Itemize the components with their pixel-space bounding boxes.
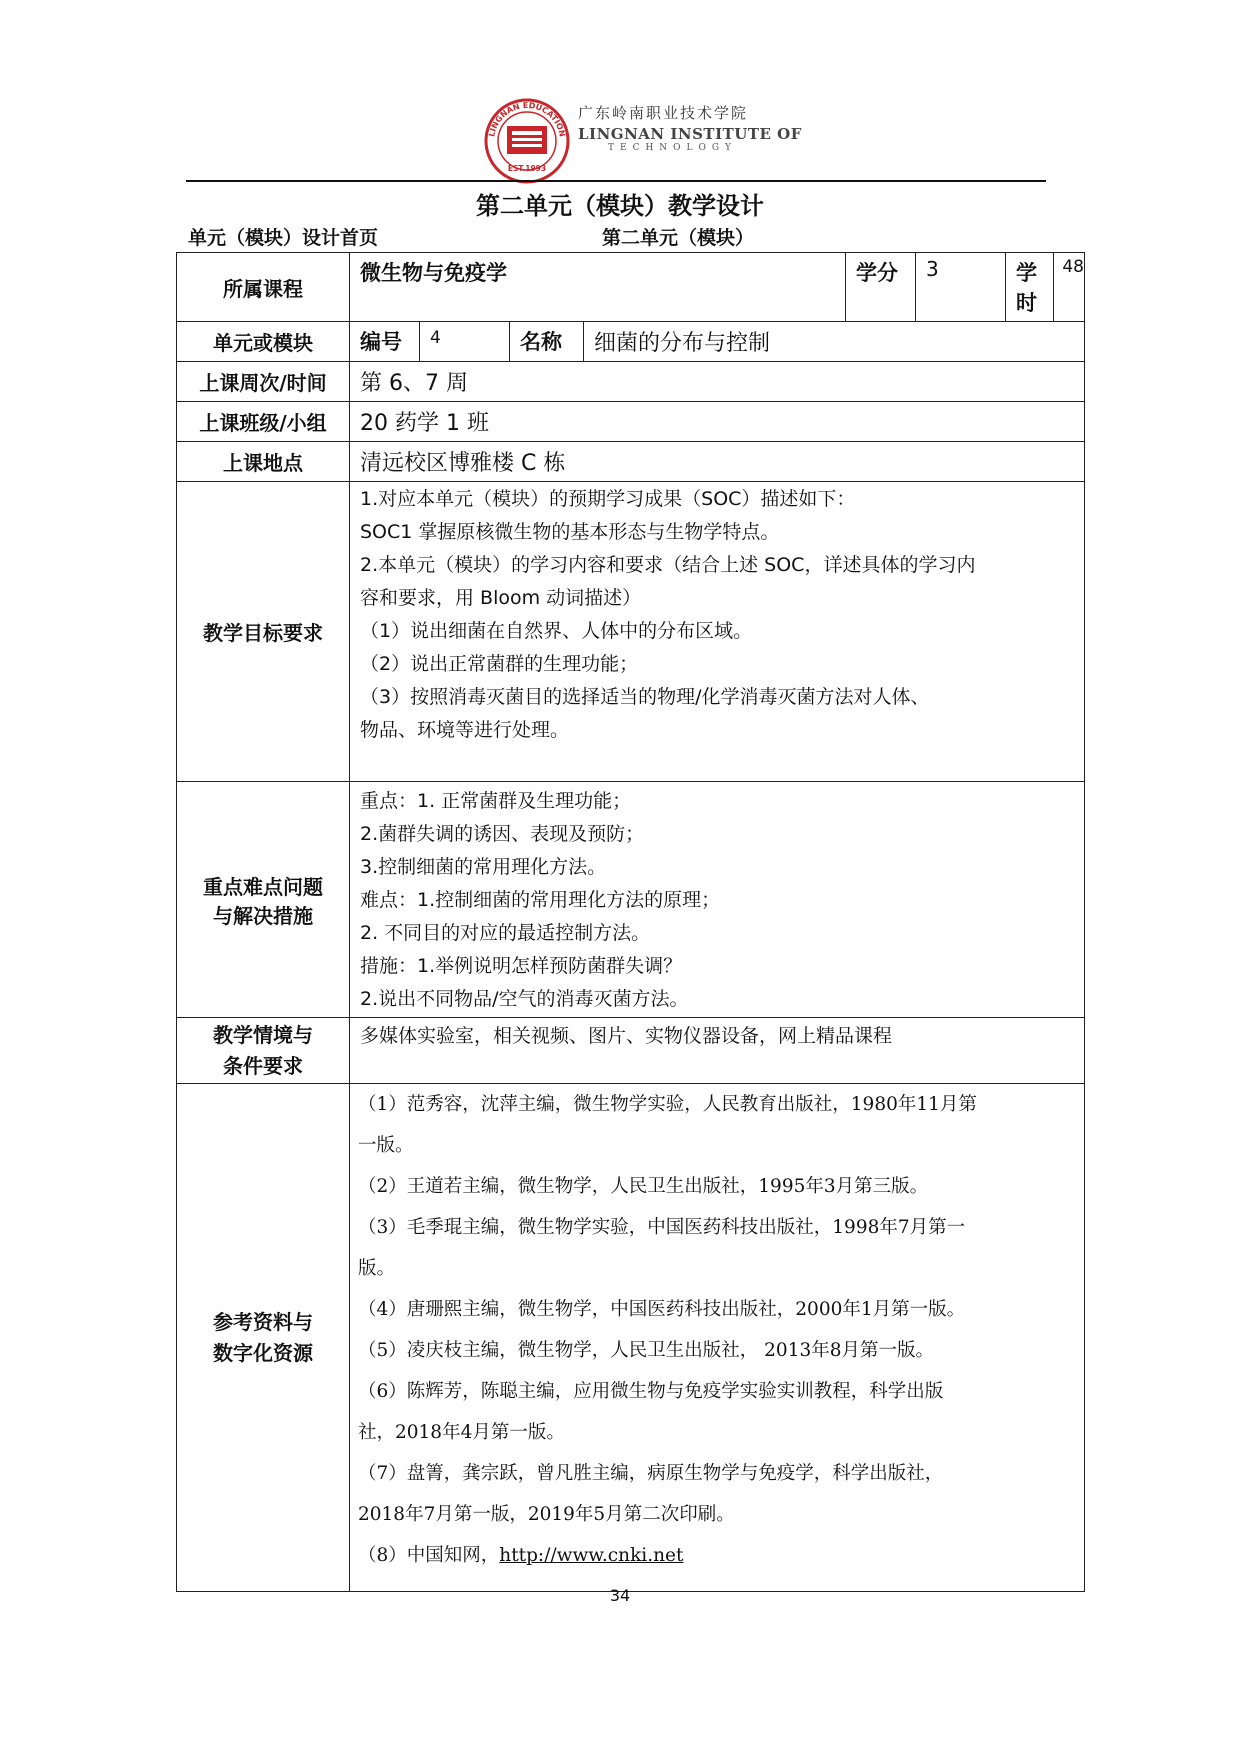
row-unit: [177, 322, 1085, 362]
subtitle-left: 单元（模块）设计首页: [188, 227, 379, 249]
label-key-points-2: 与解决措施: [213, 903, 313, 928]
reference-line: 一版。: [358, 1135, 414, 1156]
reference-line: 社，2018年4月第一版。: [358, 1422, 565, 1443]
goal-line: 物品、环境等进行处理。: [360, 719, 570, 741]
label-unit-no: 编号: [350, 322, 420, 362]
reference-line: 2018年7月第一版，2019年5月第二次印刷。: [358, 1504, 735, 1525]
key-point-line: 难点：1.控制细菌的常用理化方法的原理；: [360, 889, 721, 911]
label-key-points: [177, 782, 350, 1018]
reference-prefix: （8）中国知网，: [358, 1545, 500, 1566]
reference-line: （1）范秀容，沈萍主编，微生物学实验，人民教育出版社，1980年11月第: [358, 1094, 977, 1115]
label-references-1: 参考资料与: [213, 1309, 313, 1334]
reference-line: （2）王道若主编，微生物学，人民卫生出版社，1995年3月第三版。: [358, 1176, 929, 1197]
label-hours: 学时: [1016, 261, 1037, 315]
value-location: 清远校区博雅楼 C 栋: [350, 442, 1085, 482]
row-goals: [177, 482, 1085, 782]
document-title: 第二单元（模块）教学设计: [476, 192, 764, 220]
key-point-line: 3.控制细菌的常用理化方法。: [360, 856, 607, 878]
label-references: [177, 1084, 350, 1592]
label-key-points-1: 重点难点问题: [203, 874, 323, 899]
value-course: 微生物与免疫学: [350, 253, 846, 322]
cnki-link[interactable]: http://www.cnki.net: [499, 1545, 684, 1566]
label-class: 上课班级/小组: [177, 402, 350, 442]
key-point-line: 2.说出不同物品/空气的消毒灭菌方法。: [360, 988, 689, 1010]
label-location: 上课地点: [177, 442, 350, 482]
label-conditions-2: 条件要求: [223, 1053, 303, 1078]
label-course: 所属课程: [177, 253, 350, 322]
school-name-en: LINGNAN INSTITUTE OF: [578, 125, 802, 143]
school-name: [578, 106, 802, 153]
school-name-en-2: TECHNOLOGY: [608, 143, 737, 153]
value-goals: [350, 482, 1085, 782]
row-week: [177, 362, 1085, 402]
row-references: [177, 1084, 1085, 1592]
row-location: [177, 442, 1085, 482]
value-unit-name: 细菌的分布与控制: [584, 322, 1085, 362]
design-table: [176, 252, 1085, 1592]
reference-line: （7）盘箐，龚宗跃，曾凡胜主编，病原生物学与免疫学，科学出版社，: [358, 1463, 944, 1484]
label-unit: 单元或模块: [177, 322, 350, 362]
key-point-line: 措施：1.举例说明怎样预防菌群失调？: [360, 955, 683, 977]
page-number: 34: [609, 1586, 631, 1605]
value-conditions: 多媒体实验室，相关视频、图片、实物仪器设备，网上精品课程: [350, 1018, 1085, 1084]
hours-cell: [1006, 253, 1085, 322]
goal-line: SOC1 掌握原核微生物的基本形态与生物学特点。: [360, 521, 780, 543]
goal-line: 容和要求，用 Bloom 动词描述）: [360, 587, 642, 609]
row-conditions: [177, 1018, 1085, 1084]
label-conditions-1: 教学情境与: [213, 1022, 313, 1047]
row-course: [177, 253, 1085, 322]
value-class: 20 药学 1 班: [350, 402, 1085, 442]
label-unit-name: 名称: [510, 322, 584, 362]
value-key-points: [350, 782, 1085, 1018]
label-conditions: [177, 1018, 350, 1084]
row-key-points: [177, 782, 1085, 1018]
value-credit: 3: [916, 253, 1006, 322]
school-logo: [484, 98, 570, 184]
goal-line: （2）说出正常菌群的生理功能；: [360, 653, 639, 675]
header-divider: [186, 180, 1046, 182]
key-point-line: 重点：1. 正常菌群及生理功能；: [360, 790, 632, 812]
goal-line: 1.对应本单元（模块）的预期学习成果（SOC）描述如下：: [360, 488, 856, 510]
value-references: [350, 1084, 1085, 1592]
value-week: 第 6、7 周: [350, 362, 1085, 402]
reference-line: （3）毛季琨主编，微生物学实验，中国医药科技出版社，1998年7月第一: [358, 1217, 966, 1238]
reference-line: （6）陈辉芳，陈聪主编，应用微生物与免疫学实验实训教程，科学出版: [358, 1381, 944, 1402]
label-week: 上课周次/时间: [177, 362, 350, 402]
school-name-cn: 广东岭南职业技术学院: [578, 104, 749, 122]
label-references-2: 数字化资源: [213, 1340, 313, 1365]
goal-line: （3）按照消毒灭菌目的选择适当的物理/化学消毒灭菌方法对人体、: [360, 686, 930, 708]
value-hours: 48: [1053, 253, 1084, 321]
svg-text:EST.1993: EST.1993: [507, 164, 547, 173]
key-point-line: 2.菌群失调的诱因、表现及预防；: [360, 823, 645, 845]
row-class: [177, 402, 1085, 442]
reference-line: 版。: [358, 1258, 396, 1279]
key-point-line: 2. 不同目的对应的最适控制方法。: [360, 922, 651, 944]
label-credit: 学分: [846, 253, 916, 322]
goal-line: （1）说出细菌在自然界、人体中的分布区域。: [360, 620, 753, 642]
label-goals: 教学目标要求: [177, 482, 350, 782]
subtitle-right: 第二单元（模块）: [602, 227, 755, 249]
svg-text:LINGNAN EDUCATION: LINGNAN EDUCATION: [487, 100, 567, 138]
value-unit-no: 4: [420, 322, 510, 362]
reference-line: （5）凌庆枝主编，微生物学，人民卫生出版社， 2013年8月第一版。: [358, 1340, 935, 1361]
reference-line-last: [358, 1535, 1076, 1576]
reference-line: （4）唐珊熙主编，微生物学，中国医药科技出版社，2000年1月第一版。: [358, 1299, 966, 1320]
goal-line: 2.本单元（模块）的学习内容和要求（结合上述 SOC，详述具体的学习内: [360, 554, 976, 576]
